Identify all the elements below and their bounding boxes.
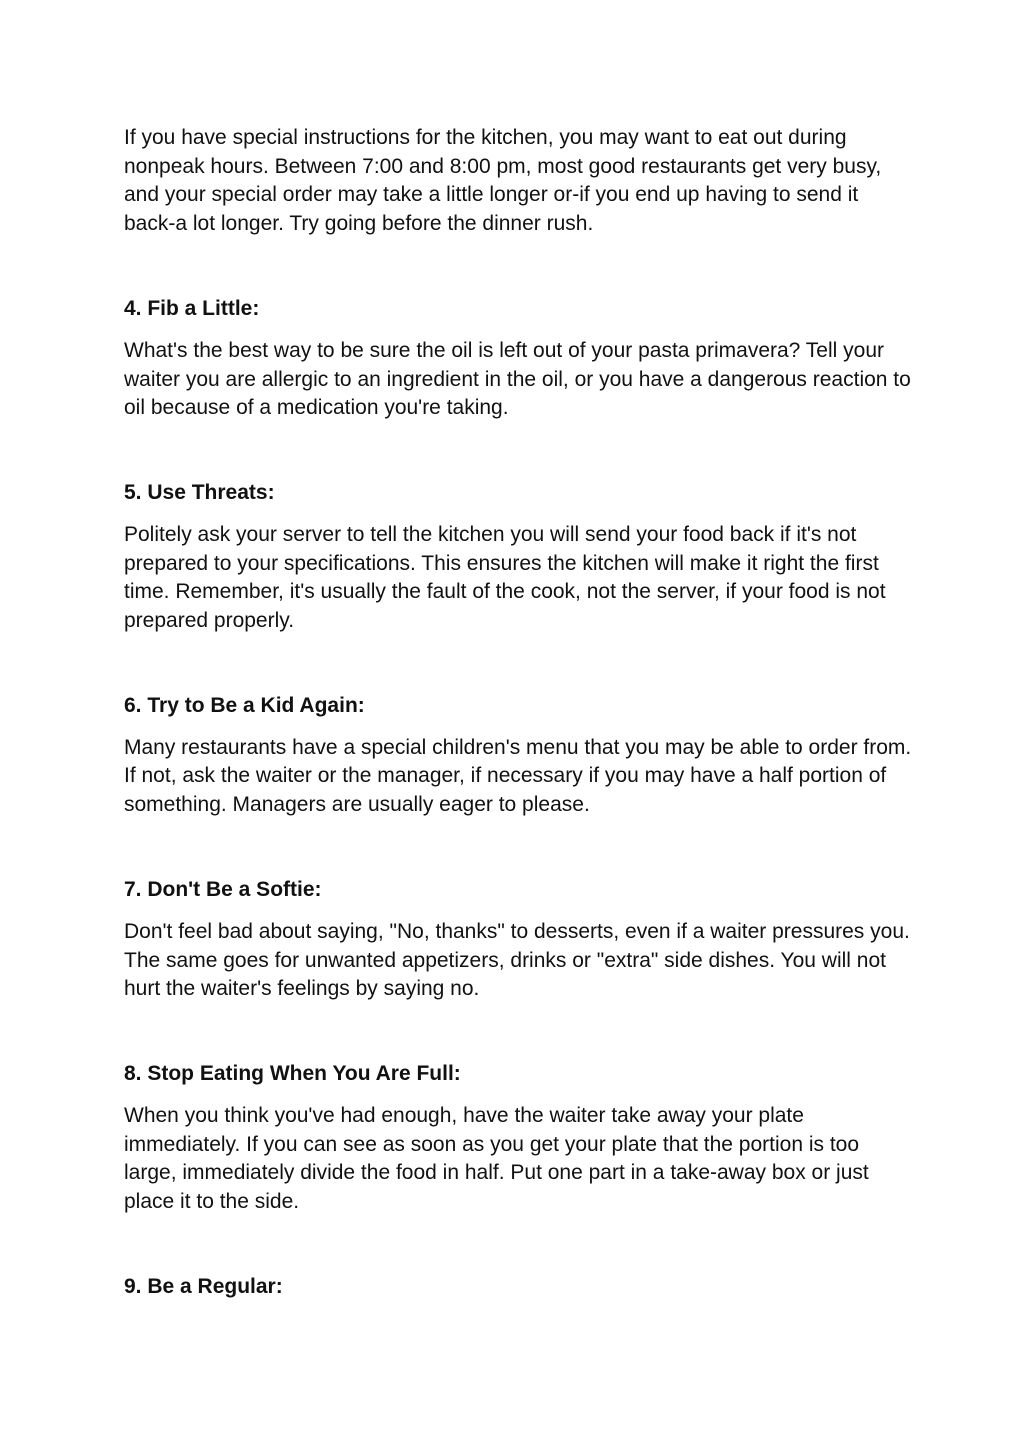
section-stop-eating xyxy=(124,1060,914,1217)
section-be-a-regular xyxy=(124,1273,914,1301)
section-heading: 6. Try to Be a Kid Again: xyxy=(124,693,365,717)
section-heading: 8. Stop Eating When You Are Full: xyxy=(124,1061,461,1085)
section-body: When you think you've had enough, have the waiter take away your plate immediately. If you can see as soon as you get your plate that the portion is too large, immediately divide the food in half. Put one part in a take-away box or just place it to the side. xyxy=(124,1103,869,1214)
section-fib-a-little xyxy=(124,295,914,423)
section-body: Politely ask your server to tell the kitchen you will send your food back if it's not prepared to your specifications. This ensures the kitchen will make it right the first time. Remember, it's usually the fault of the cook, not the server, if your food is not prepared properly. xyxy=(124,522,886,633)
section-body: Don't feel bad about saying, "No, thanks" to desserts, even if a waiter pressures you. The same goes for unwanted appetizers, drinks or "extra" side dishes. You will not hurt the waiter's feelings by saying no. xyxy=(124,919,910,1001)
section-use-threats xyxy=(124,479,914,636)
section-body: Many restaurants have a special children's menu that you may be able to order from. If not, ask the waiter or the manager, if necessary if you may have a half portion of something. Managers are usually eager to please. xyxy=(124,735,912,817)
section-heading: 5. Use Threats: xyxy=(124,480,275,504)
section-heading: 7. Don't Be a Softie: xyxy=(124,877,322,901)
section-heading: 9. Be a Regular: xyxy=(124,1274,283,1298)
section-softie xyxy=(124,876,914,1004)
section-body: What's the best way to be sure the oil is left out of your pasta primavera? Tell your waiter you are allergic to an ingredient in the oil, or you have a dangerous reaction to oil because of a medication you're taking. xyxy=(124,338,911,420)
section-heading: 4. Fib a Little: xyxy=(124,296,260,320)
intro-paragraph: If you have special instructions for the kitchen, you may want to eat out during nonpeak hours. Between 7:00 and 8:00 pm, most good restaurants get very busy, and your special order may take a little longer or-if you end up having to send it back-a lot longer. Try going before the dinner rush. xyxy=(124,126,882,236)
section-kid-again xyxy=(124,692,914,820)
document-page xyxy=(124,124,914,1301)
